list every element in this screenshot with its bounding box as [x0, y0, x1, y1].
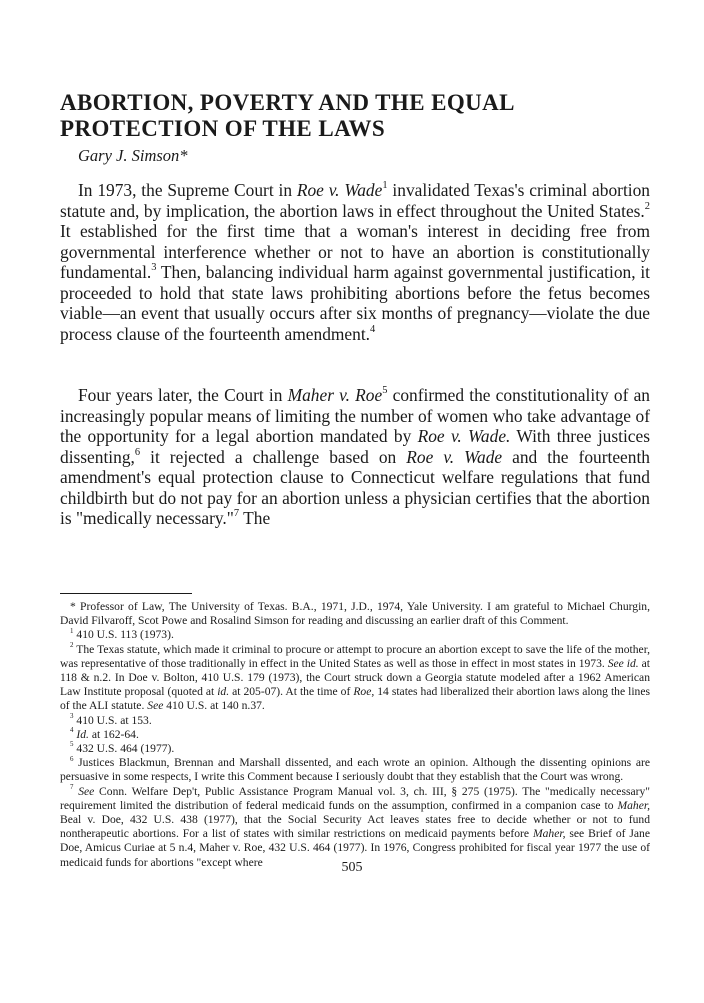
footnote-ref-3[interactable]: 3: [151, 262, 157, 274]
footnote-3: $^3$ 410 U.S. at 153.: [70, 712, 152, 727]
page-number: 505: [341, 860, 363, 875]
body-paragraph-1: In 1973, the Supreme Court in Roe v. Wade$^1$ invalidated Texas's criminal abortion statute and, by implication, the abortion laws in effect throughout the United States.$^2$ It established for the first time that a woman's interest in deciding free from governmental interference whether or not to have an abortion is constitutionally fundamental.$^3$ Then, balancing individual harm against governmental justification, it proceeded to hold that state laws prohibiting abortions before the fetus becomes viable—an event that usually occurs after six months of pregnancy—violate the due process clause of the fourteenth amendment.$^4$: [60, 180, 650, 344]
body-paragraph-2: Four years later, the Court in Maher v. Roe$^5$ confirmed the constitutionality of an increasingly popular means of limiting the number of women who take advantage of the opportunity for a legal abortion mandated by Roe v. Wade. With three justices dissenting,$^6$ it rejected a challenge based on Roe v. Wade and the fourteenth amendment's equal protection clause to Connecticut welfare regulations that fund childbirth but do not pay for an abortion unless a physician certifies that the abortion is "medically necessary."$^7$ The: [60, 385, 650, 528]
case-name: Maher v. Roe: [287, 385, 383, 405]
footnote-4: $^4$ Id. at 162-64.: [70, 726, 139, 741]
footnote-ref-2[interactable]: 2: [644, 200, 650, 212]
footnote-1: $^1$ 410 U.S. 113 (1973).: [70, 626, 174, 642]
author-byline: Gary J. Simson*: [78, 146, 188, 165]
footnote-ref-1[interactable]: 1: [382, 180, 388, 192]
case-name: Roe v. Wade.: [417, 426, 511, 446]
case-name: Roe v. Wade: [296, 180, 383, 200]
footnote-ref-4[interactable]: 4: [370, 323, 376, 335]
footnote-divider: [60, 593, 192, 594]
footnote-6: $^6$ Justices Blackmun, Brennan and Marshall dissented, and each wrote an opinion. Although the dissenting opinions are persuasive in some respects, I write this Comment because I seriously doubt that they establish that the Court was wrong.: [60, 754, 650, 784]
footnote-5: $^5$ 432 U.S. 464 (1977).: [70, 740, 175, 756]
footnote-2: $^2$ The Texas statute, which made it criminal to procure or attempt to procure an abortion except to save the life of the mother, was representative of those traditionally in effect in the United States as well as those in effect in most states in 1973. See id. at 118 & n.2. In Doe v. Bolton, 410 U.S. 179 (1973), the Court struck down a Georgia statute modeled after a 1962 American Law Institute proposal (quoted at id. at 205-07). At the time of Roe, 14 states had liberalized their abortion laws along the lines of the ALI statute. See 410 U.S. at 140 n.37.: [60, 641, 651, 713]
footnote-ref-7[interactable]: 7: [233, 508, 240, 520]
footnote-author: * Professor of Law, The University of Texas. B.A., 1971, J.D., 1974, Yale University. I am grateful to Michael Churgin, David Filvaroff, Scot Powe and Rosalind Simson for reading and discussing an earlier draft of this Comment.: [60, 600, 650, 628]
article-title: ABORTION, POVERTY AND THE EQUAL PROTECTION OF THE LAWS: [60, 90, 514, 141]
footnote-ref-6[interactable]: 6: [134, 446, 141, 458]
footnote-ref-5[interactable]: 5: [382, 385, 388, 397]
footnote-7: $^7$ See Conn. Welfare Dep't, Public Assistance Program Manual vol. 3, ch. III, § 275 (1975). The "medically necessary" requirement limited the distribution of federal medicaid funds on the assumption, confirmed in a companion case to Maher, Beal v. Doe, 432 U.S. 438 (1977), that the Social Security Act leaves states free to decide whether or not to fund nontherapeutic abortions. For a list of states with similar restrictions on medicaid payments before Maher, see Brief of Jane Doe, Amicus Curiae at 5 n.4, Maher v. Roe, 432 U.S. 464 (1977). In 1976, Congress prohibited for fiscal year 1977 the use of medicaid funds for abortions "except where: [60, 783, 651, 869]
case-name: Roe v. Wade: [406, 446, 503, 467]
footnotes: [60, 600, 650, 870]
